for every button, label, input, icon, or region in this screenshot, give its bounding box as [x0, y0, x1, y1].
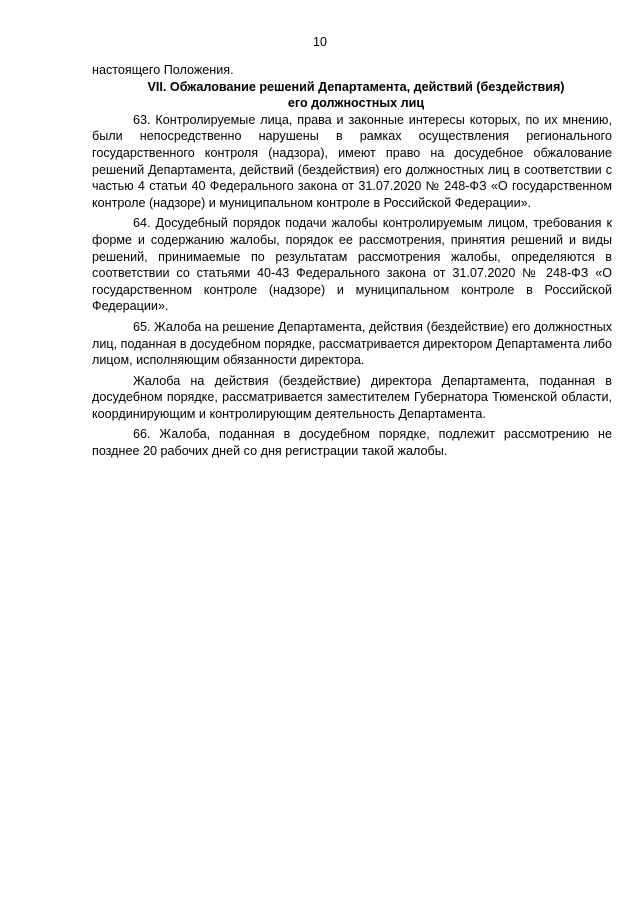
section-heading-line-2: его должностных лиц — [287, 96, 425, 111]
paragraph-63: 63. Контролируемые лица, права и законные интересы которых, по их мнению, были непосредственно нарушены в рамках осуществления регионального государственного контроля (надзора), имеют право на досудебное обжалование решений Департамента, действий (бездействия) его должностных лиц в соответствии с частью 4 статьи 40 Федерального закона от 31.07.2020 № 248-ФЗ «О государственном контроле (надзоре) и муниципальном контроле в Российской Федерации». — [92, 112, 612, 210]
section-heading — [92, 79, 612, 112]
document-body — [92, 62, 612, 460]
paragraph-64: 64. Досудебный порядок подачи жалобы контролируемым лицом, требования к форме и содержанию жалобы, порядок ее рассмотрения, принятия решений и виды решений, принимаемые по результатам рассмотрения жалобы, определяются в соответствии со статьями 40-43 Федерального закона от 31.07.2020 № 248-ФЗ «О государственном контроле (надзоре) и муниципальном контроле в Российской Федерации». — [92, 216, 612, 314]
section-heading-line-1: VII. Обжалование решений Департамента, действий (бездействия) — [147, 79, 565, 94]
page-number: 10 — [313, 35, 327, 49]
paragraph-65: 65. Жалоба на решение Департамента, действия (бездействие) его должностных лиц, поданная в досудебном порядке, рассматривается директором Департамента либо лицом, исполняющим обязанности директора. — [92, 319, 612, 368]
paragraph-66: 66. Жалоба, поданная в досудебном порядке, подлежит рассмотрению не позднее 20 рабочих дней со дня регистрации такой жалобы. — [92, 427, 612, 459]
continuation-line: настоящего Положения. — [92, 63, 234, 77]
paragraph-65-continued: Жалоба на действия (бездействие) директора Департамента, поданная в досудебном порядке, рассматривается заместителем Губернатора Тюменской области, координирующим и контролирующим деятельность Департамента. — [92, 373, 612, 421]
